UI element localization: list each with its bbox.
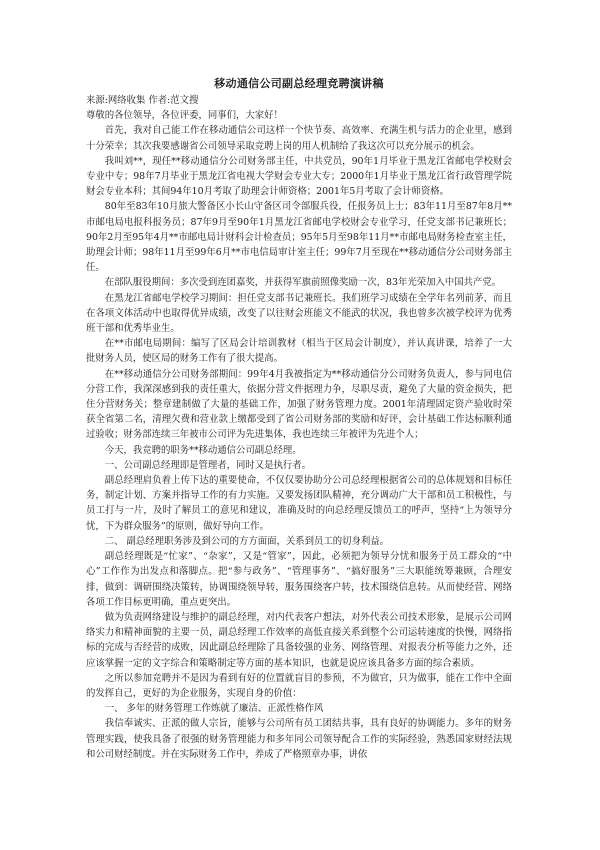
paragraph: 在**市邮电局期间：编写了区局会计培训教材（相当于区局会计制度），并认真讲课，培养了一大批财务人员，使区局的财务工作有了很大提高。	[86, 338, 512, 365]
paragraph: 80年至83年10月旅大警备区小长山守备区司令部服兵役，任报务员上士；83年11月至87年8月**市邮电局电报科报务员；87年9月至90年1月黑龙江省邮电学校财会专业学习，任党支部书记兼班长；90年2月至95年4月**市邮电局计财科会计检查员；95年5月至98年11月**市邮电局财务检查室主任，助理会计师；98年11月至99年6月**市电信局审计室主任；99年7月至现在**移动通信分公司财务部主任。	[86, 201, 512, 274]
paragraph: 一、 多年的财务管理工作炼就了廉洁、正派性格作风	[104, 703, 324, 715]
paragraph: 尊敬的各位领导，各位评委，同事们，大家好！	[86, 110, 283, 122]
document-title: 移动通信公司副总经理竞聘演讲稿	[214, 77, 384, 90]
paragraph: 今天，我竞聘的职务**移动通信公司副总经理。	[104, 444, 302, 456]
paragraph: 之所以参加竞聘并不是因为看到有好的位置就盲目的参预，不为做官，只为做事，能在工作中全面的发挥自己，更好的为企业服务，实现自身的价值：	[86, 672, 512, 699]
paragraph: 我信奉诚实、正派的做人宗旨，能够与公司所有员工团结共事，具有良好的协调能力。多年的财务管理实践，使我具备了很强的财务管理能力和多年同公司领导配合工作的实际经验，熟悉国家财经法规和公司财经制度。并在实际财务工作中，养成了严格照章办事，讲依	[86, 718, 512, 760]
paragraph: 一、公司副总经理即是管理者，同时又是执行者。	[104, 459, 312, 471]
document-body	[86, 93, 512, 762]
paragraph: 做为负责网络建设与维护的副总经理，对内代表客户想法，对外代表公司技术形象，是展示公司网络实力和精神面貌的主要一员，副总经理工作效率的高低直接关系到整个公司运转速度的快慢，网络指标的完成与否经营的成败，因此副总经理除了具备较强的业务、网络管理、对报表分析等能力之外，还应该掌握一定的文字综合和策略制定等方面的基本知识，也就是说应该具备多方面的综合素质。	[86, 611, 512, 669]
paragraph: 首先，我对自己能工作在移动通信公司这样一个快节奏、高效率、充满生机与活力的企业里，感到十分荣幸；其次我要感谢省公司领导采取竞聘上岗的用人机制给了我这次可以充分展示的机会。	[86, 125, 512, 152]
paragraph: 副总经理既是“忙家”、“杂家”，又是“管家”，因此，必须把为领导分忧和服务于员工群众的“中心”工作作为出发点和落脚点。把“参与政务”、“管理事务”、“搞好服务”三大职能统筹兼顾，合理安排，做到：调研围绕决策转，协调围绕领导转，服务围绕客户转，技术围绕信息转。从而使经营、网络各项工作目标更明确，重点更突出。	[86, 551, 512, 608]
paragraph: 二、 副总经理职务涉及到公司的方方面面，关系到员工的切身利益。	[104, 535, 390, 547]
paragraph: 在部队服役期间：多次受到连团嘉奖，并获得军旗前照像奖励一次，83年光荣加入中国共产党。	[104, 277, 502, 289]
paragraph: 在黑龙江省邮电学校学习期间：担任党支部书记兼班长。我们班学习成绩在全学年名列前茅，而且在各项文体活动中也取得优异成绩，改变了以往财会班能文不能武的状况，我也曾多次被学校评为优秀班干部和优秀毕业生。	[86, 292, 512, 335]
paragraph: 副总经理肩负着上传下达的重要使命，不仅仅要协助分公司总经理根据省公司的总体规划和目标任务，制定计划、方案并指导工作的有力实施。又要发扬团队精神，充分调动广大干部和员工积极性，与员工打与一片，及时了解员工的意见和建议，准确及时的向总经理反馈员工的呼声，坚持“上为领导分忧，下为群众服务”的原则，做好导向工作。	[86, 475, 512, 532]
paragraph: 来源:网络收集 作者:范文搜	[86, 95, 199, 106]
paragraph: 我叫刘**，现任**移动通信分公司财务部主任，中共党员，90年1月毕业于黑龙江省邮电学校财会专业中专；98年7月毕业于黑龙江省电视大学财会专业大专；2000年1月毕业于黑龙江省行政管理学院财会专业本科；其间94年10月考取了助理会计师资格；2001年5月考取了会计师资格。	[86, 155, 512, 198]
paragraph: 在**移动通信分公司财务部期间：99年4月我被指定为**移动通信分公司财务负责人，参与同电信分营工作，我深深感到我的责任重大，依据分营文件据理力争，尽职尽责，避免了大量的资金损失，把住分营财务关；整章建制做了大量的基础工作，加强了财务管理力度。2001年清理固定资产验收时荣获全省第二名，清理欠费和营业款上缴都受到了省公司财务部的奖励和好评，会计基础工作达标顺利通过验收；财务部连续三年被市公司评为先进集体，我也连续三年被评为先进个人；	[86, 368, 512, 441]
